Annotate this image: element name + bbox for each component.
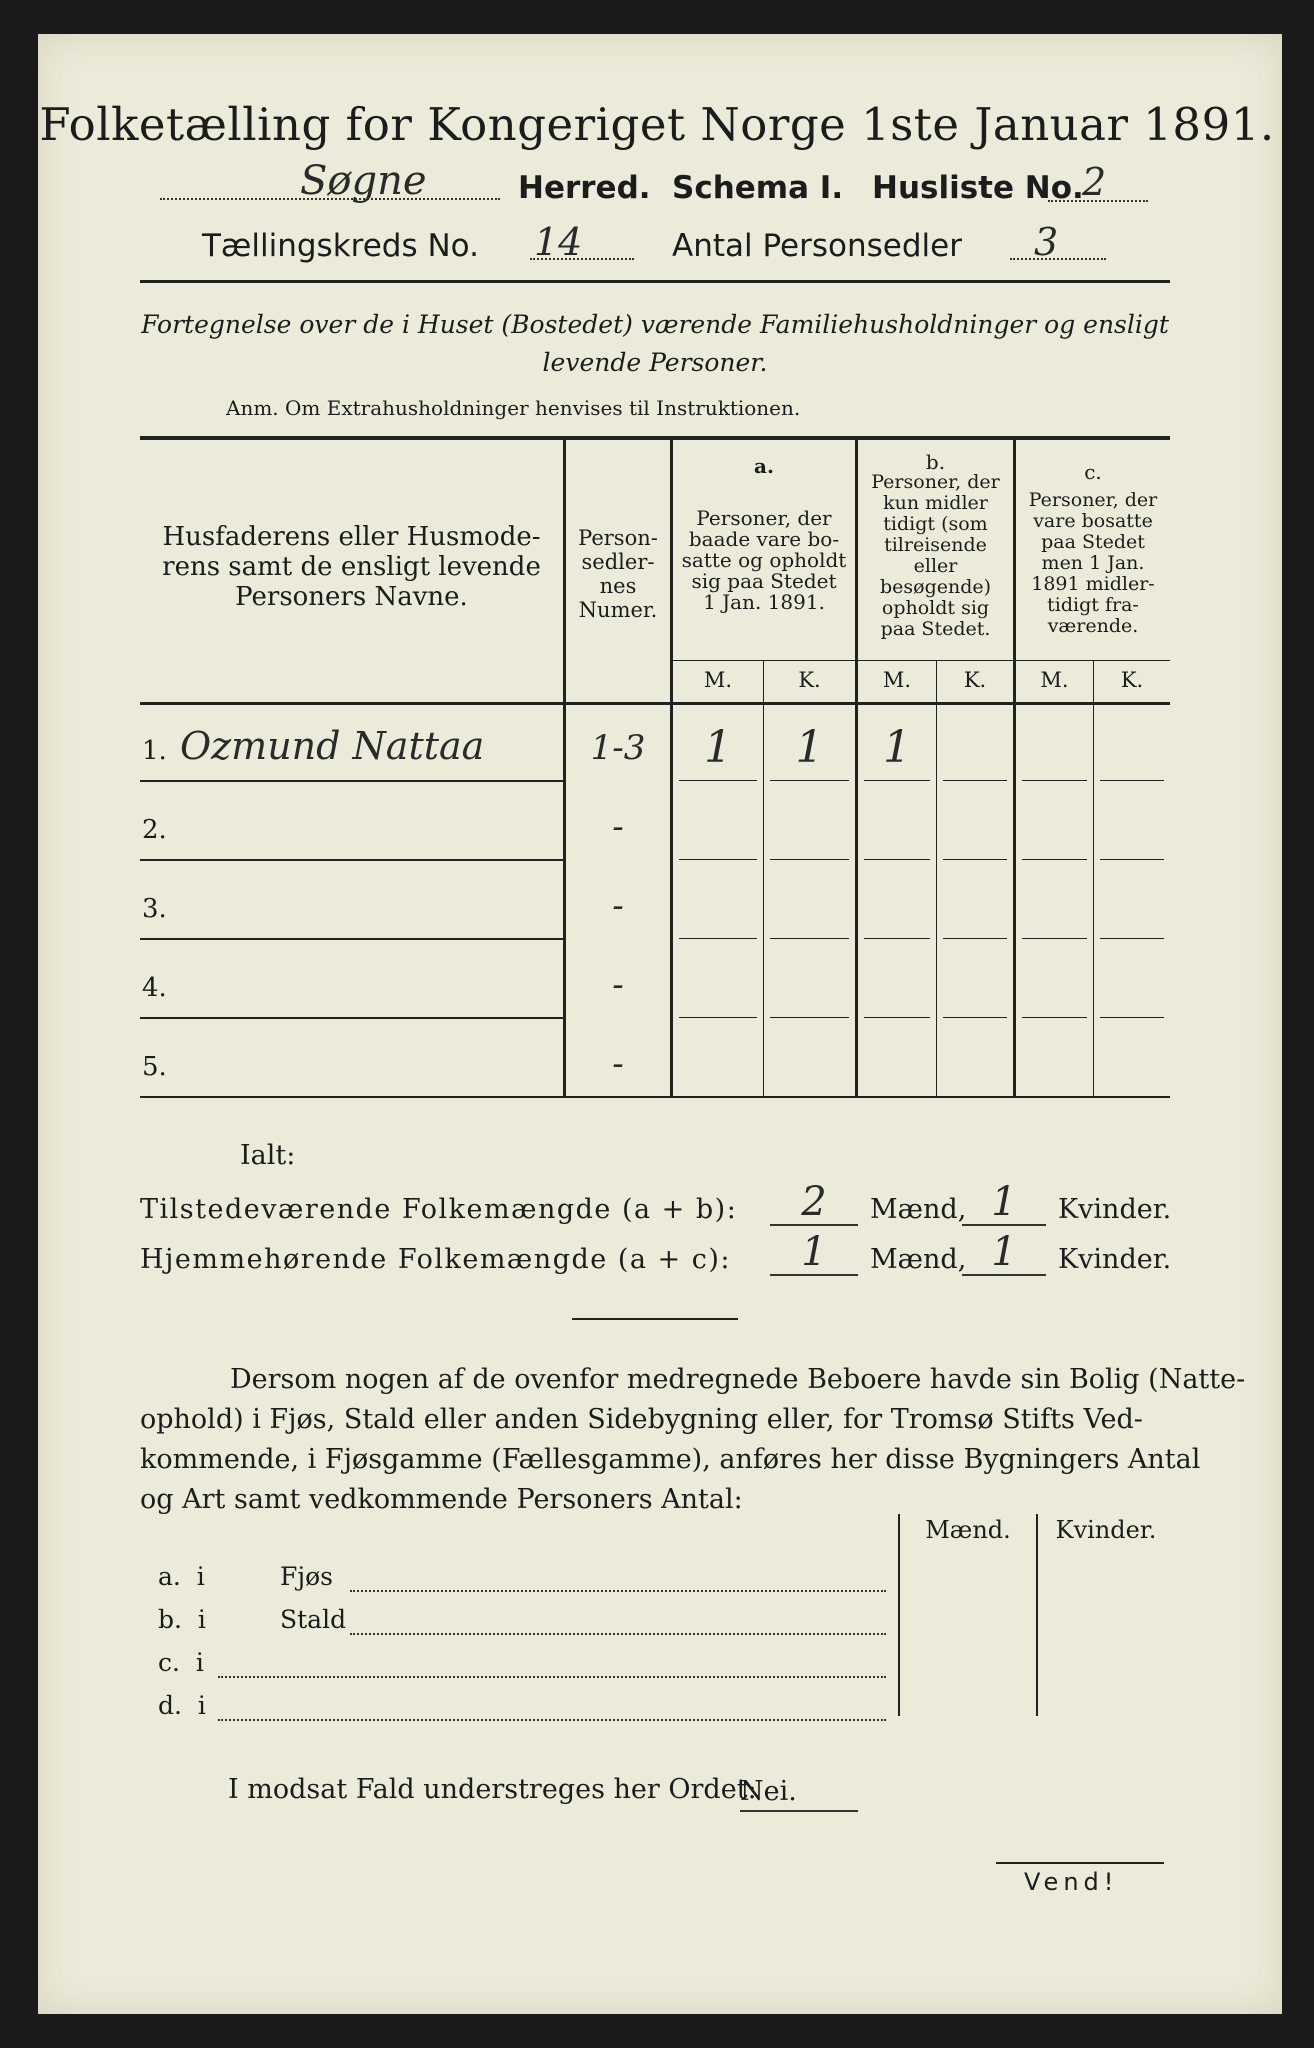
tilstede-kvinder-label: Kvinder. xyxy=(1058,1194,1172,1225)
row-number: 5. xyxy=(142,1052,167,1082)
husliste-value: 2 xyxy=(1082,160,1107,204)
antal-value: 3 xyxy=(1034,220,1059,264)
row-number: 4. xyxy=(142,973,167,1003)
cell-underline xyxy=(770,938,849,939)
hjemme-label: Hjemmehørende Folkemængde (a + c): xyxy=(140,1244,731,1275)
row-underline xyxy=(140,938,563,940)
bolig-item-dotted-line xyxy=(350,1588,886,1592)
cell-underline xyxy=(1100,859,1164,860)
row-underline xyxy=(140,1096,563,1098)
b-m-label: M. xyxy=(882,668,912,692)
hjemme-kvinder-label: Kvinder. xyxy=(1058,1244,1172,1275)
cell-underline xyxy=(1100,1096,1164,1097)
cell-underline xyxy=(943,938,1007,939)
nei-word: Nei. xyxy=(740,1774,858,1812)
cell-underline xyxy=(864,859,930,860)
bolig-maend-header: Mænd. xyxy=(925,1516,1011,1544)
col-divider-b-mk xyxy=(936,660,937,1096)
bolig-line-1: Dersom nogen af de ovenfor medregnede Beboere havde sin Bolig (Natte- xyxy=(230,1364,1246,1395)
hjemme-maend-value: 1 xyxy=(770,1230,858,1276)
cell-underline xyxy=(770,1017,849,1018)
bolig-item-label: Fjøs xyxy=(280,1562,333,1591)
col-name-header: Husfaderens eller Husmode- rens samt de ensligt levende Personers Navne. xyxy=(162,522,541,612)
bolig-col-divider-2 xyxy=(1036,1514,1038,1716)
cell-underline xyxy=(770,1096,849,1097)
bolig-item-dotted-line xyxy=(218,1674,886,1678)
husliste-dotted-line xyxy=(1048,198,1148,202)
herred-label: Herred. xyxy=(518,170,651,206)
anm-note: Anm. Om Extrahusholdninger henvises til Instruktionen. xyxy=(226,396,801,420)
herred-value: Søgne xyxy=(300,158,427,204)
vend-label: Vend! xyxy=(1024,1868,1119,1896)
hjemme-kvinder-value: 1 xyxy=(962,1230,1046,1276)
row-name: Ozmund Nattaa xyxy=(180,724,485,768)
bolig-line-4: og Art samt vedkommende Personers Antal: xyxy=(140,1484,743,1515)
bolig-item-dotted-line xyxy=(350,1631,886,1635)
tilstede-maend-label: Mænd, xyxy=(870,1194,967,1225)
a-k-label: K. xyxy=(798,668,821,692)
cell-underline xyxy=(770,859,849,860)
col-a-letter: a. xyxy=(754,454,774,478)
kreds-value: 14 xyxy=(534,220,583,264)
bolig-item-key: b. i xyxy=(158,1605,206,1634)
cell-underline xyxy=(679,859,757,860)
header-divider xyxy=(140,280,1170,283)
cell-underline xyxy=(1100,938,1164,939)
antal-dotted-line xyxy=(1010,256,1106,260)
cell-underline xyxy=(679,1096,757,1097)
cell-underline xyxy=(943,859,1007,860)
cell-underline xyxy=(1022,1096,1087,1097)
col-a-header: Personer, der baade vare bo- satte og opholdt sig paa Stedet 1 Jan. 1891. xyxy=(681,506,847,614)
cell-underline xyxy=(1022,938,1087,939)
bolig-item-key: d. i xyxy=(158,1691,206,1720)
ialt-label: Ialt: xyxy=(240,1140,296,1171)
hjemme-maend-label: Mænd, xyxy=(870,1244,967,1275)
bolig-line-3: kommende, i Fjøsgamme (Fællesgamme), anføres her disse Bygningers Antal xyxy=(140,1444,1201,1475)
cell-underline xyxy=(679,1017,757,1018)
col-c-header: Personer, der vare bosatte paa Stedet men 1 Jan. 1891 midler- tidigt fra- værende. xyxy=(1028,489,1158,637)
row-number: 2. xyxy=(142,815,167,845)
cell-underline xyxy=(679,938,757,939)
cell-underline xyxy=(864,1096,930,1097)
bolig-item-label: Stald xyxy=(280,1605,347,1634)
cell-underline xyxy=(770,780,849,781)
vend-line xyxy=(996,1862,1164,1864)
cell-underline xyxy=(1022,780,1087,781)
intro-line-2: levende Personer. xyxy=(542,348,768,377)
row-underline xyxy=(140,859,563,861)
row-number: 3. xyxy=(142,894,167,924)
row-cell-aK: 1 xyxy=(795,722,824,773)
c-k-label: K. xyxy=(1120,668,1144,692)
cell-underline xyxy=(943,1096,1007,1097)
row-cell-num: 1-3 xyxy=(590,728,646,768)
cell-underline xyxy=(864,938,930,939)
cell-underline xyxy=(864,1017,930,1018)
row-cell-bM: 1 xyxy=(883,722,911,773)
a-m-label: M. xyxy=(703,668,733,692)
cell-underline xyxy=(1100,780,1164,781)
b-k-label: K. xyxy=(963,668,987,692)
row-cell-num: - xyxy=(612,807,624,847)
cell-underline xyxy=(943,1017,1007,1018)
intro-line-1: Fortegnelse over de i Huset (Bostedet) værende Familiehusholdninger og ensligt xyxy=(141,310,1169,339)
bolig-line-2: ophold) i Fjøs, Stald eller anden Sidebygning eller, for Tromsø Stifts Ved- xyxy=(140,1404,1143,1435)
bolig-item-key: a. i xyxy=(158,1562,205,1591)
cell-underline xyxy=(679,780,757,781)
husliste-label: Husliste No. xyxy=(872,170,1084,206)
bolig-item-dotted-line xyxy=(218,1717,886,1721)
row-underline xyxy=(140,780,563,782)
bolig-kvinder-header: Kvinder. xyxy=(1055,1516,1157,1544)
bolig-col-divider-1 xyxy=(898,1514,900,1716)
col-c-letter: c. xyxy=(1084,460,1102,484)
form-title: Folketælling for Kongeriget Norge 1ste Januar 1891. xyxy=(39,98,1275,151)
col-num-header: Person- sedler- nes Numer. xyxy=(578,526,658,622)
bolig-item-key: c. i xyxy=(158,1648,204,1677)
tilstede-kvinder-value: 1 xyxy=(962,1180,1046,1226)
col-b-header: Personer, der kun midler tidigt (som tilreisende eller besøgende) opholdt sig paa Stedet. xyxy=(871,471,1000,640)
mk-header-line xyxy=(672,660,1170,661)
row-cell-num: - xyxy=(612,1044,624,1084)
cell-underline xyxy=(864,780,930,781)
row-underline xyxy=(140,1017,563,1019)
col-divider-c-mk xyxy=(1093,660,1094,1096)
tilstede-label: Tilstedeværende Folkemængde (a + b): xyxy=(140,1194,738,1225)
totals-separator xyxy=(572,1318,738,1320)
cell-underline xyxy=(1022,859,1087,860)
c-m-label: M. xyxy=(1040,668,1069,692)
cell-underline xyxy=(943,780,1007,781)
antal-label: Antal Personsedler xyxy=(672,228,962,264)
kreds-dotted-line xyxy=(530,256,634,260)
cell-underline xyxy=(1022,1017,1087,1018)
col-b-letter: b. xyxy=(925,450,946,474)
row-cell-num: - xyxy=(612,965,624,1005)
cell-underline xyxy=(1100,1017,1164,1018)
kreds-label: Tællingskreds No. xyxy=(202,228,479,264)
modsat-text: I modsat Fald understreges her Ordet: xyxy=(228,1774,757,1805)
row-number: 1. xyxy=(142,736,167,766)
row-cell-num: - xyxy=(612,886,624,926)
row-cell-aM: 1 xyxy=(704,722,732,773)
schema-label: Schema I. xyxy=(672,170,844,206)
tilstede-maend-value: 2 xyxy=(770,1180,858,1226)
